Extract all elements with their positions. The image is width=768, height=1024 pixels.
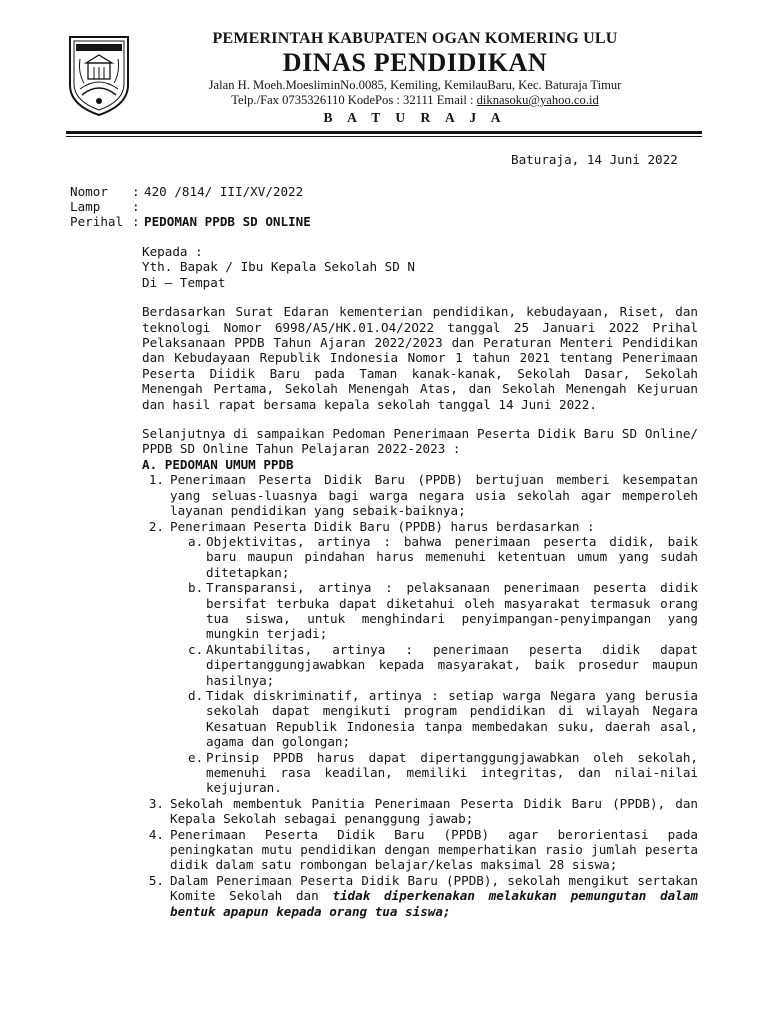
regency-emblem-icon <box>66 33 132 117</box>
section-a-title: A. PEDOMAN UMUM PPDB <box>142 456 294 472</box>
opening-paragraph: Berdasarkan Surat Edaran kementerian pendidikan, kebudayaan, Riset, dan teknologi Nomor 6998/A5/HK.01.O4/2O22 tanggal 25 Januari 2O22 Prihal Pelaksanaan PPDB Tahun Ajaran 2022/2023 dan Peraturan Menteri Pendidikan dan Kebudayaan Republik Indonesia Nomor 1 tahun 2021 tentang Penerimaan Peserta Diidik Baru pada Taman kanak-kanak, Sekolah Dasar, Sekolah Menengah Pertama, Sekolah Menengah Atas, dan Sekolah Menengah Kejuruan dan hasil rapat bersama kepala sekolah tanggal 14 Juni 2022. <box>142 304 698 412</box>
separator: : <box>132 214 140 229</box>
sub-item-text: Akuntabilitas, artinya : penerimaan peserta didik dapat dipertanggungjawabkan kepada masyarakat, baik prosedur maupun hasilnya; <box>206 641 698 688</box>
separator: : <box>132 199 140 214</box>
office-address: Jalan H. Moeh.MoesliminNo.0085, Kemiling, KemilauBaru, Kec. Baturaja Timur <box>208 78 622 92</box>
item-number: 3. <box>148 795 164 811</box>
item-text: Sekolah membentuk Panitia Penerimaan Peserta Didik Baru (PPDB), dan Kepala Sekolah sebagai penanggung jawab; <box>170 795 698 827</box>
item-text: Penerimaan Peserta Didik Baru (PPDB) bertujuan memberi kesempatan yang seluas-luasnya bagi warga negara usia sekolah agar memperoleh layanan pendidikan yang sebaik-baiknya; <box>170 472 698 519</box>
nomor-row <box>70 184 311 199</box>
sub-item-text: Prinsip PPDB harus dapat dipertanggungjawabkan oleh sekolah, memenuhi rasa keadilan, memiliki integritas, dan nilai-nilai kejujuran. <box>206 749 698 796</box>
item-text-plain: Dalam Penerimaan Peserta Didik Baru (PPDB), sekolah mengikut sertakan Komite Sekolah dan <box>170 872 698 904</box>
letterhead-divider-thick <box>66 131 702 134</box>
office-name: DINAS PENDIDIKAN <box>282 48 548 77</box>
sub-list-item <box>188 534 698 580</box>
item-text-end: ; <box>442 903 451 919</box>
lamp-label: Lamp <box>70 199 101 214</box>
recipient-place: Di – Tempat <box>142 274 226 290</box>
letter-body <box>142 244 698 919</box>
item-text: Penerimaan Peserta Didik Baru (PPDB) agar berorientasi pada peningkatan mutu pendidikan dengan memperhatikan rasio jumlah peserta didik dalam satu rombongan belajar/kelas maksimal 28 siswa; <box>170 826 698 873</box>
principles-list <box>188 534 698 796</box>
office-city: B A T U R A J A <box>323 110 507 125</box>
letterhead <box>0 0 768 140</box>
sub-item-letter: b. <box>188 580 204 596</box>
sub-item-text: Objektivitas, artinya : bahwa penerimaan peserta didik, baik baru maupun pindahan harus memenuhi ketentuan umum yang sudah ditetapkan; <box>206 533 698 580</box>
list-item <box>142 472 698 518</box>
list-item <box>142 519 698 534</box>
recipient: Yth. Bapak / Ibu Kepala Sekolah SD N <box>142 259 415 275</box>
email-link[interactable]: diknasoku@yahoo.co.id <box>476 93 599 107</box>
sub-list-item <box>188 580 698 642</box>
lamp-row <box>70 199 311 214</box>
item-text <box>170 873 698 919</box>
sub-list-item <box>188 688 698 750</box>
item-number: 2. <box>148 518 164 534</box>
nomor-value: 420 /814/ III/XV/2022 <box>144 184 304 199</box>
sub-list-item <box>188 750 698 796</box>
item-number: 1. <box>148 472 164 488</box>
letterhead-text <box>140 30 690 126</box>
separator: : <box>132 184 140 199</box>
contact-text: Telp./Fax 0735326110 KodePos : 32111 Email : <box>231 93 477 107</box>
government-name: PEMERINTAH KABUPATEN OGAN KOMERING ULU <box>212 30 618 47</box>
letter-date: Baturaja, 14 Juni 2022 <box>511 152 678 167</box>
item-number: 4. <box>148 826 164 842</box>
letterhead-divider-thin <box>66 136 702 137</box>
sub-item-letter: c. <box>188 641 204 657</box>
item-number: 5. <box>148 872 164 888</box>
list-item <box>142 873 698 919</box>
perihal-label: Perihal <box>70 214 124 229</box>
intro-paragraph: Selanjutnya di sampaikan Pedoman Penerimaan Peserta Didik Baru SD Online/ PPDB SD Online Tahun Pelajaran 2022-2023 : <box>142 426 698 457</box>
sub-item-letter: a. <box>188 533 204 549</box>
kepada-label: Kepada : <box>142 244 203 259</box>
sub-item-text: Tidak diskriminatif, artinya : setiap warga Negara yang berusia sekolah dapat mengikuti program pendidikan di wilayah Negara Kesatuan Republik Indonesia tanpa membedakan suku, daerah asal, agama dan golongan; <box>206 687 698 750</box>
nomor-label: Nomor <box>70 184 108 199</box>
list-item <box>142 827 698 873</box>
sub-item-text: Transparansi, artinya : pelaksanaan penerimaan peserta didik bersifat terbuka dapat diketahui oleh masyarakat termasuk orang tua siswa, untuk menghindari penyimpangan-penyimpangan yang mungkin terjadi; <box>206 580 698 642</box>
item-text-emphasis: tidak diperkenakan melakukan pemungutan dalam bentuk apapun kepada orang tua siswa <box>170 888 698 919</box>
perihal-value: PEDOMAN PPDB SD ONLINE <box>144 214 311 229</box>
office-contact <box>140 93 690 108</box>
sub-item-letter: e. <box>188 749 204 765</box>
sub-list-item <box>188 642 698 688</box>
perihal-row <box>70 214 311 229</box>
sub-item-letter: d. <box>188 687 204 703</box>
letter-meta <box>70 184 311 229</box>
item-text: Penerimaan Peserta Didik Baru (PPDB) harus berdasarkan : <box>170 518 595 534</box>
list-item <box>142 796 698 827</box>
